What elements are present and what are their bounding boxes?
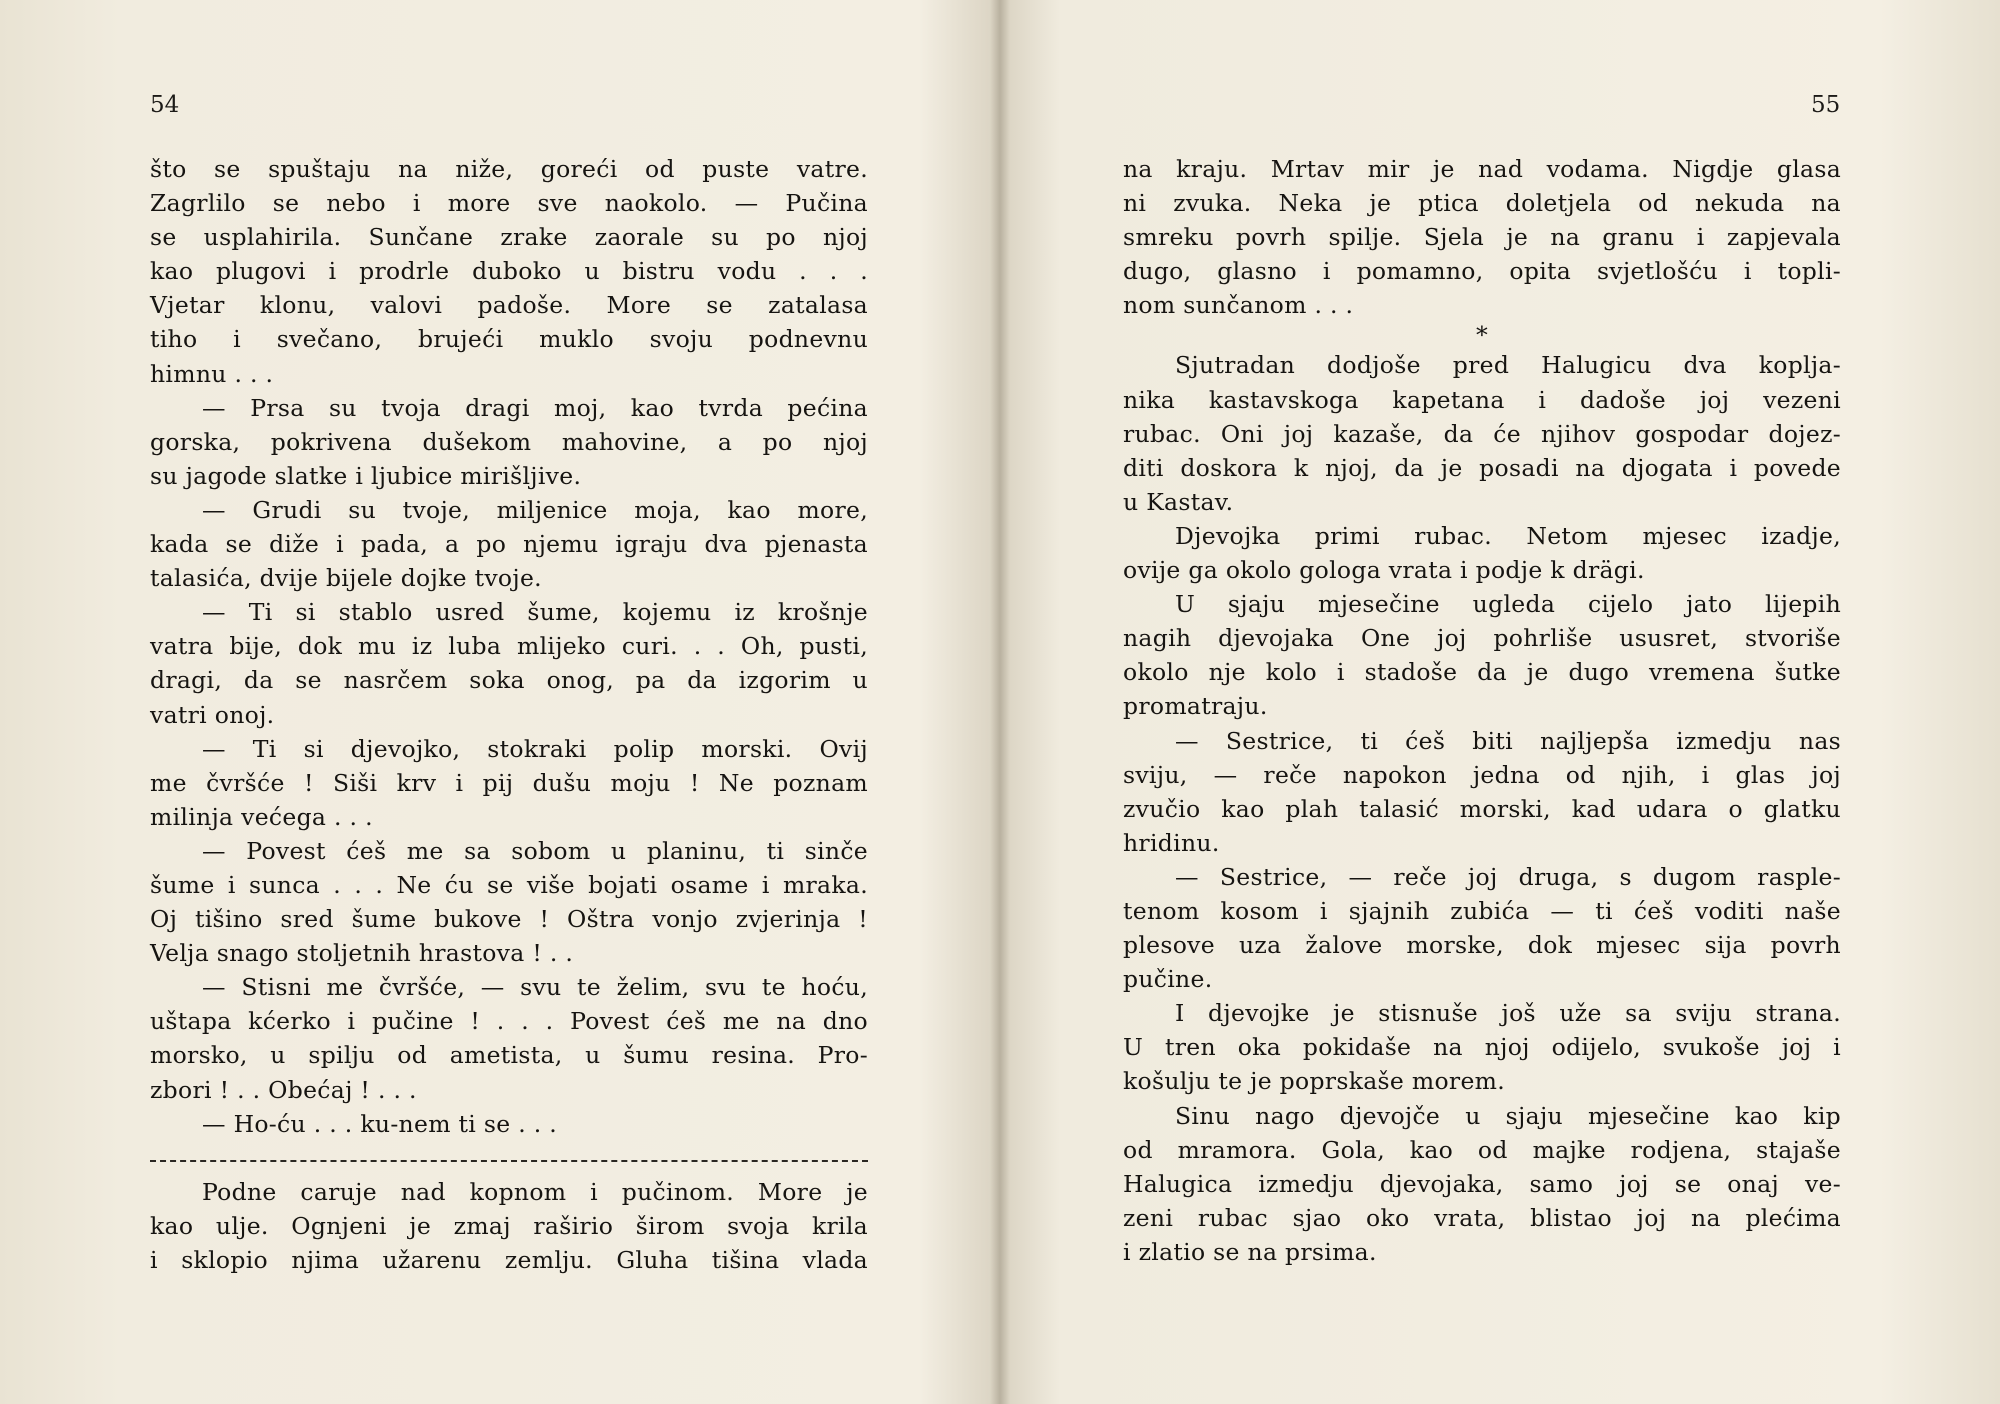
text-line: gorska, pokrivena dušekom mahovine, a po njoj	[150, 427, 868, 456]
text-line: — Ho-ću . . . ku-nem ti se . . .	[202, 1109, 558, 1138]
text-line: sviju, — reče napokon jedna od njih, i glas joj	[1123, 760, 1841, 789]
text-line: Podne caruje nad kopnom i pučinom. More je	[202, 1177, 868, 1206]
text-line: Oj tišino sred šume bukove ! Oštra vonjo zvjerinja !	[150, 905, 868, 934]
text-line: Zagrlilo se nebo i more sve naokolo. — Pučina	[150, 189, 868, 218]
text-line: plesove uza žalove morske, dok mjesec sija povrh	[1123, 931, 1841, 960]
text-line: šume i sunca . . . Ne ću se više bojati osame i mraka.	[150, 870, 868, 899]
text-line: himnu . . .	[150, 359, 274, 388]
text-line: pučine.	[1123, 965, 1213, 994]
text-line: dragi, da se nasrčem soka onog, pa da izgorim u	[150, 666, 868, 695]
text-line: I djevojke je stisnuše još uže sa sviju strana.	[1175, 999, 1841, 1028]
text-line: me čvršće ! Siši krv i pij dušu moju ! Ne poznam	[150, 768, 868, 797]
text-line: i zlatio se na prsima.	[1123, 1237, 1377, 1266]
page-number-right: 55	[1811, 92, 1841, 118]
text-line: — Stisni me čvršće, — svu te želim, svu te hoću,	[202, 973, 868, 1002]
text-line: nagih djevojaka One joj pohrliše ususret, stvoriše	[1123, 624, 1841, 653]
text-line: što se spuštaju na niže, goreći od puste vatre.	[150, 155, 868, 183]
text-line: kao plugovi i prodrle duboko u bistru vodu . . .	[150, 257, 868, 286]
text-line: zbori ! . . Obećaj ! . . .	[150, 1075, 417, 1104]
text-line: tiho i svečano, brujeći muklo svoju podnevnu	[150, 325, 868, 354]
text-line: U sjaju mjesečine ugleda cijelo jato lijepih	[1175, 590, 1841, 619]
text-line: kao ulje. Ognjeni je zmaj raširio širom svoja krila	[150, 1211, 868, 1240]
text-line: U tren oka pokidaše na njoj odijelo, svukoše joj i	[1123, 1033, 1841, 1062]
text-line: talasića, dvije bijele dojke tvoje.	[150, 564, 542, 593]
text-line: promatraju.	[1123, 692, 1268, 721]
text-line: — Sestrice, ti ćeš biti najljepša izmedju nas	[1175, 726, 1841, 755]
text-line: — Ti si djevojko, stokraki polip morski. Ovij	[202, 734, 868, 763]
text-line: kada se diže i pada, a po njemu igraju dva pjenasta	[150, 530, 868, 559]
section-asterisk: *	[1475, 321, 1489, 350]
section-divider-rule	[150, 1141, 868, 1175]
text-line: se usplahirila. Sunčane zrake zaorale su po njoj	[150, 223, 868, 252]
text-line: ovije ga okolo gologa vrata i podje k drägi.	[1123, 556, 1645, 585]
text-line: — Grudi su tvoje, miljenice moja, kao more,	[202, 495, 868, 524]
text-line: smreku povrh spilje. Sjela je na granu i zapjevala	[1123, 223, 1841, 252]
text-line: i sklopio njima užarenu zemlju. Gluha tišina vlada	[150, 1246, 868, 1274]
text-line: zvučio kao plah talasić morski, kad udara o glatku	[1123, 794, 1841, 823]
text-line: — Ti si stablo usred šume, kojemu iz krošnje	[202, 598, 868, 627]
right-page-text	[1123, 152, 1841, 1269]
text-line: Djevojka primi rubac. Netom mjesec izadje,	[1175, 521, 1841, 550]
text-line: dugo, glasno i pomamno, opita svjetlošću i topli-	[1123, 257, 1841, 286]
text-line: morsko, u spilju od ametista, u šumu resina. Pro-	[150, 1041, 868, 1070]
text-line: diti doskora k njoj, da je posadi na djogata i povede	[1123, 453, 1841, 482]
text-line: vatra bije, dok mu iz luba mlijeko curi. . . Oh, pusti,	[150, 632, 868, 661]
text-line: od mramora. Gola, kao od majke rodjena, stajaše	[1123, 1135, 1841, 1164]
text-line: Halugica izmedju djevojaka, samo joj se onaj ve-	[1123, 1169, 1841, 1198]
text-line: okolo nje kolo i stadoše da je dugo vremena šutke	[1123, 658, 1841, 687]
text-line: ni zvuka. Neka je ptica doletjela od nekuda na	[1123, 189, 1841, 218]
left-page-text	[150, 152, 868, 1277]
text-line: rubac. Oni joj kazaše, da će njihov gospodar dojez-	[1123, 419, 1841, 448]
text-line: milinja većega . . .	[150, 802, 373, 831]
text-line: Velja snago stoljetnih hrastova ! . .	[150, 939, 574, 968]
text-line: na kraju. Mrtav mir je nad vodama. Nigdje glasa	[1123, 155, 1841, 183]
text-line: nika kastavskoga kapetana i dadoše joj vezeni	[1123, 385, 1841, 414]
left-page	[0, 0, 995, 1404]
text-line: hridinu.	[1123, 828, 1220, 857]
text-line: vatri onoj.	[150, 700, 275, 729]
text-line: Sjutradan dodjoše pred Halugicu dva koplja-	[1175, 351, 1841, 380]
text-line: — Povest ćeš me sa sobom u planinu, ti sinče	[202, 836, 868, 865]
text-line: uštapa kćerko i pučine ! . . . Povest ćeš me na dno	[150, 1007, 868, 1036]
text-line: — Prsa su tvoja dragi moj, kao tvrda pećina	[202, 393, 868, 422]
text-line: košulju te je poprskaše morem.	[1123, 1067, 1506, 1096]
text-line: zeni rubac sjao oko vrata, blistao joj na plećima	[1123, 1203, 1841, 1232]
right-page	[1005, 0, 2000, 1404]
text-line: — Sestrice, — reče joj druga, s dugom rasple-	[1175, 862, 1841, 891]
text-line: tenom kosom i sjajnih zubića — ti ćeš voditi naše	[1123, 896, 1841, 925]
text-line: u Kastav.	[1123, 487, 1234, 516]
text-line: Sinu nago djevojče u sjaju mjesečine kao kip	[1175, 1101, 1841, 1130]
text-line: nom sunčanom . . .	[1123, 291, 1354, 320]
text-line: su jagode slatke i ljubice mirišljive.	[150, 461, 582, 490]
text-line: Vjetar klonu, valovi padoše. More se zatalasa	[150, 291, 868, 320]
page-number-left: 54	[150, 92, 180, 118]
